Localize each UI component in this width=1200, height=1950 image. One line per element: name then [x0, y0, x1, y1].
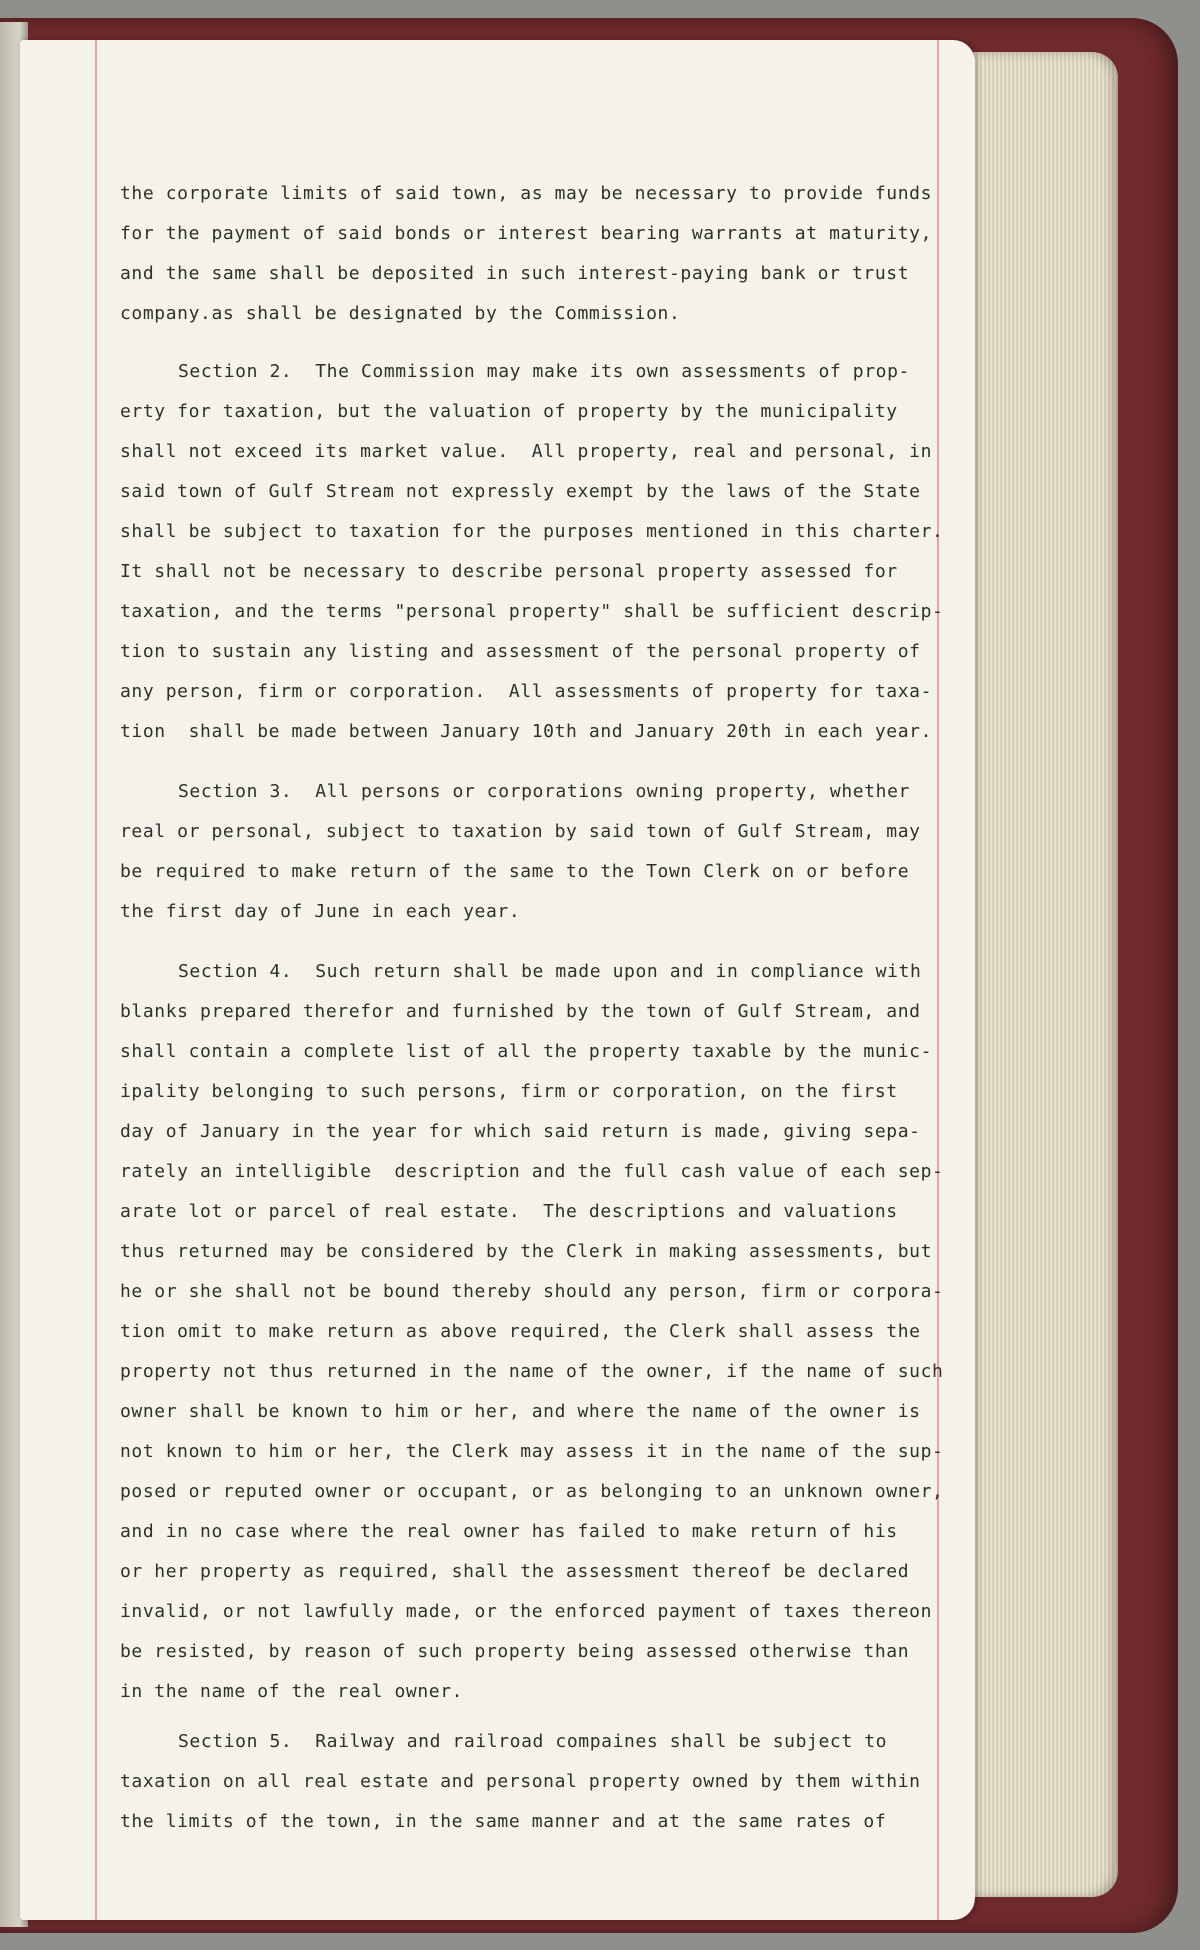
text-line: be required to make return of the same to the Town Clerk on or before — [120, 861, 910, 882]
text-line: tion shall be made between January 10th and January 20th in each year. — [120, 721, 933, 742]
text-line: the first day of June in each year. — [120, 901, 521, 922]
section-heading-line: Section 5. Railway and railroad compaines shall be subject to — [178, 1731, 888, 1752]
text-line: erty for taxation, but the valuation of property by the municipality — [120, 401, 898, 422]
section-heading-line: Section 4. Such return shall be made upon and in compliance with — [178, 961, 922, 982]
left-margin-rule — [95, 40, 97, 1920]
text-line: posed or reputed owner or occupant, or as belonging to an unknown owner, — [120, 1481, 944, 1502]
text-line: shall be subject to taxation for the purposes mentioned in this charter. — [120, 521, 944, 542]
text-line: It shall not be necessary to describe personal property assessed for — [120, 561, 898, 582]
text-line: day of January in the year for which said return is made, giving sepa- — [120, 1121, 921, 1142]
text-line: invalid, or not lawfully made, or the enforced payment of taxes thereon — [120, 1601, 933, 1622]
text-line: ipality belonging to such persons, firm or corporation, on the first — [120, 1081, 898, 1102]
text-line: or her property as required, shall the assessment thereof be declared — [120, 1561, 910, 1582]
text-line: rately an intelligible description and the full cash value of each sep- — [120, 1161, 944, 1182]
text-line: in the name of the real owner. — [120, 1681, 464, 1702]
text-line: owner shall be known to him or her, and where the name of the owner is — [120, 1401, 921, 1422]
text-line: he or she shall not be bound thereby should any person, firm or corpora- — [120, 1281, 944, 1302]
text-line: any person, firm or corporation. All assessments of property for taxa- — [120, 681, 933, 702]
text-line: tion to sustain any listing and assessment of the personal property of — [120, 641, 921, 662]
text-line: property not thus returned in the name of the owner, if the name of such — [120, 1361, 944, 1382]
text-line: be resisted, by reason of such property being assessed otherwise than — [120, 1641, 910, 1662]
text-line: and in no case where the real owner has failed to make return of his — [120, 1521, 898, 1542]
text-line: for the payment of said bonds or interest bearing warrants at maturity, — [120, 223, 933, 244]
text-line: arate lot or parcel of real estate. The descriptions and valuations — [120, 1201, 898, 1222]
text-line: shall contain a complete list of all the property taxable by the munic- — [120, 1041, 933, 1062]
text-line: real or personal, subject to taxation by said town of Gulf Stream, may — [120, 821, 921, 842]
section-heading-line: Section 3. All persons or corporations owning property, whether — [178, 781, 910, 802]
text-line: taxation on all real estate and personal property owned by them within — [120, 1771, 921, 1792]
text-line: thus returned may be considered by the Clerk in making assessments, but — [120, 1241, 933, 1262]
text-line: said town of Gulf Stream not expressly exempt by the laws of the State — [120, 481, 921, 502]
text-line: the corporate limits of said town, as may be necessary to provide funds — [120, 183, 933, 204]
text-line: and the same shall be deposited in such interest-paying bank or trust — [120, 263, 910, 284]
text-line: shall not exceed its market value. All property, real and personal, in — [120, 441, 933, 462]
text-line: taxation, and the terms "personal property" shall be sufficient descrip- — [120, 601, 944, 622]
text-line: the limits of the town, in the same manner and at the same rates of — [120, 1811, 887, 1832]
text-line: tion omit to make return as above required, the Clerk shall assess the — [120, 1321, 921, 1342]
ledger-page — [20, 40, 975, 1920]
text-line: blanks prepared therefor and furnished by the town of Gulf Stream, and — [120, 1001, 921, 1022]
text-line: not known to him or her, the Clerk may assess it in the name of the sup- — [120, 1441, 944, 1462]
text-line: company.as shall be designated by the Commission. — [120, 303, 681, 324]
section-heading-line: Section 2. The Commission may make its own assessments of prop- — [178, 361, 910, 382]
